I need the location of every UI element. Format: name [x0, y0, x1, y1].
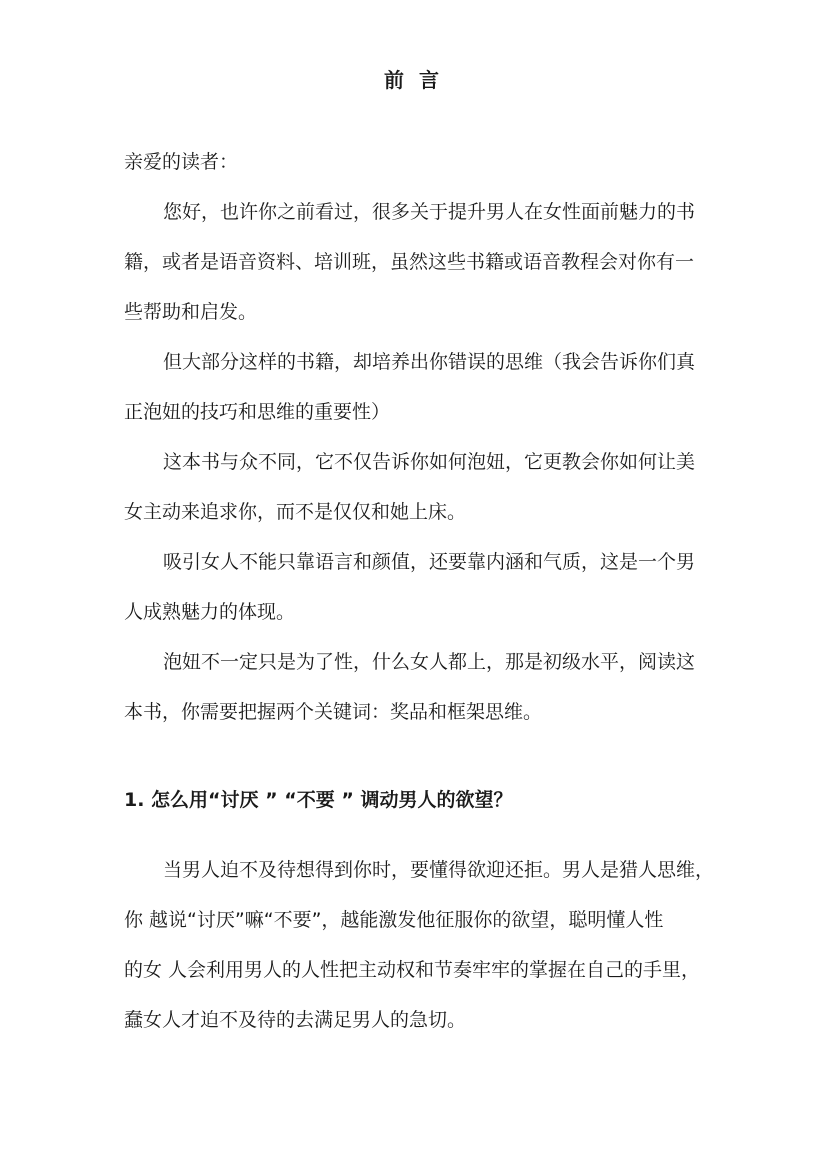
- section-paragraph-line: 你 越说“讨厌”嘛“不要”，越能激发他征服你的欲望，聪明懂人性: [124, 909, 664, 931]
- paragraph-line: 您好，也许你之前看过，很多关于提升男人在女性面前魅力的书: [163, 201, 696, 223]
- paragraph-line: 泡妞不一定只是为了性，什么女人都上，那是初级水平，阅读这: [163, 651, 696, 673]
- paragraph-line: 吸引女人不能只靠语言和颜值，还要靠内涵和气质，这是一个男: [163, 551, 696, 573]
- salutation: 亲爱的读者：: [124, 151, 239, 173]
- section-paragraph-line: 的女 人会利用男人的人性把主动权和节奏牢牢的掌握在自己的手里，: [124, 959, 701, 981]
- section-heading: 1. 怎么用“讨厌 ” “不要 ” 调动男人的欲望？: [124, 789, 513, 811]
- paragraph-line: 但大部分这样的书籍，却培养出你错误的思维（我会告诉你们真: [163, 351, 696, 373]
- paragraph-line: 这本书与众不同，它不仅告诉你如何泡妞，它更教会你如何让美: [163, 451, 696, 473]
- paragraph-line: 人成熟魅力的体现。: [124, 601, 296, 623]
- page-title: 前 言: [384, 68, 443, 92]
- paragraph-line: 正泡妞的技巧和思维的重要性）: [124, 401, 391, 423]
- section-paragraph-line: 当男人迫不及待想得到你时，要懂得欲迎还拒。男人是猎人思维，: [163, 859, 715, 881]
- paragraph-line: 籍，或者是语音资料、培训班，虽然这些书籍或语音教程会对你有一: [124, 251, 695, 273]
- paragraph-line: 些帮助和启发。: [124, 301, 258, 323]
- paragraph-line: 本书，你需要把握两个关键词：奖品和框架思维。: [124, 701, 543, 723]
- paragraph-line: 女主动来追求你，而不是仅仅和她上床。: [124, 501, 467, 523]
- section-paragraph-line: 蠢女人才迫不及待的去满足男人的急切。: [124, 1009, 467, 1031]
